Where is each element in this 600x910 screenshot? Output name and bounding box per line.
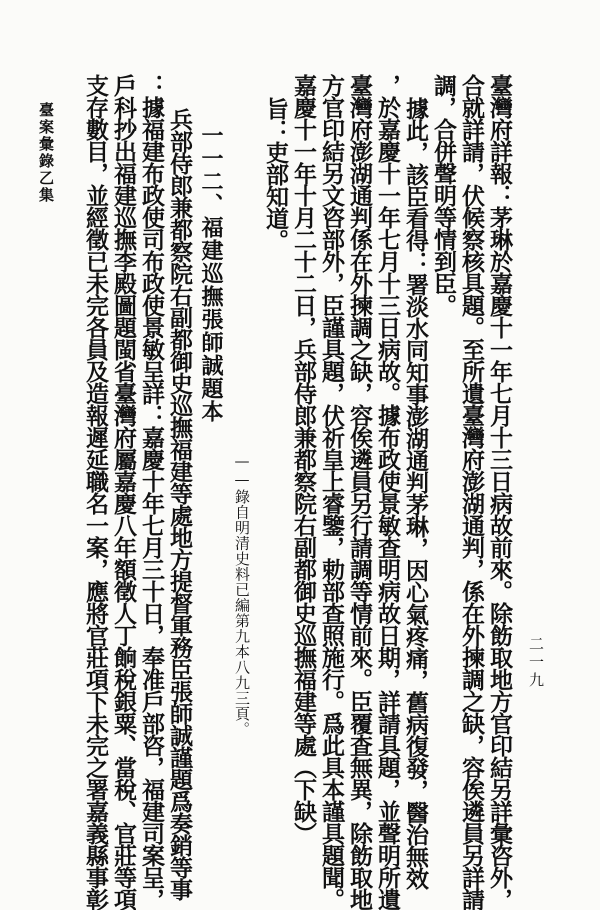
text-column-3: 調，合併聲明等情到臣。	[430, 74, 457, 316]
book-title: 臺案彙錄乙集	[37, 102, 55, 204]
text-column-4: 據此，該臣看得：署淡水同知事澎湖通判茅琳，因心氣疼痛，舊病復發，醫治無效	[402, 97, 429, 889]
text-column-7: 方官印結另文咨部外，臣謹具題，伏祈皇上睿鑒，勅部查照施行。爲此具本謹具題聞。	[318, 74, 345, 910]
text-column-12: 戶科抄出福建巡撫李殿圖題閩省臺灣府屬嘉慶八年額徵人丁餉稅銀粟、當稅、官莊等項	[110, 74, 137, 910]
text-column-1: 臺灣府詳報：茅琳於嘉慶十一年七月十三日病故前來。除飭取地方官印結另詳彙咨外，	[486, 74, 513, 910]
text-column-6: 臺灣府澎湖通判係在外揀調之缺，容俟遴員另行請調等情前來。臣覆查無異，除飭取地	[346, 74, 373, 910]
source-citation: ——錄自明清史料已編第九本八九三頁。	[233, 452, 251, 737]
text-column-11: ：據福建布政使司布政使景敏呈詳：嘉慶十年七月三十日，奉准戶部咨，福建司案呈，	[138, 74, 165, 910]
text-column-5: ，於嘉慶十一年七月十三日病故。據布政使景敏查明病故日期，詳請具題，並聲明所遺	[374, 74, 401, 910]
section-heading: 一一二、福建巡撫張師誠題本	[198, 124, 224, 423]
text-column-13: 支存數目，並經徵已未完各員及造報遲延職名一案，應將官莊項下未完之署嘉義縣事彰	[82, 74, 109, 910]
page-number: 二一九	[527, 636, 545, 690]
text-column-9: 旨：吏部知道。	[262, 97, 289, 251]
text-column-2: 合就詳請，伏候察核具題。至所遺臺灣府澎湖通判，係在外揀調之缺，容俟遴員另詳請	[458, 74, 485, 910]
text-column-8: 嘉慶十一年十月二十二日，兵部侍郎兼都察院右副都御史巡撫福建等處（下缺）	[290, 74, 317, 844]
text-column-10: 兵部侍郎兼都察院右副都御史巡撫福建等處地方提督軍務臣張師誠謹題爲奏銷等事	[166, 108, 193, 900]
